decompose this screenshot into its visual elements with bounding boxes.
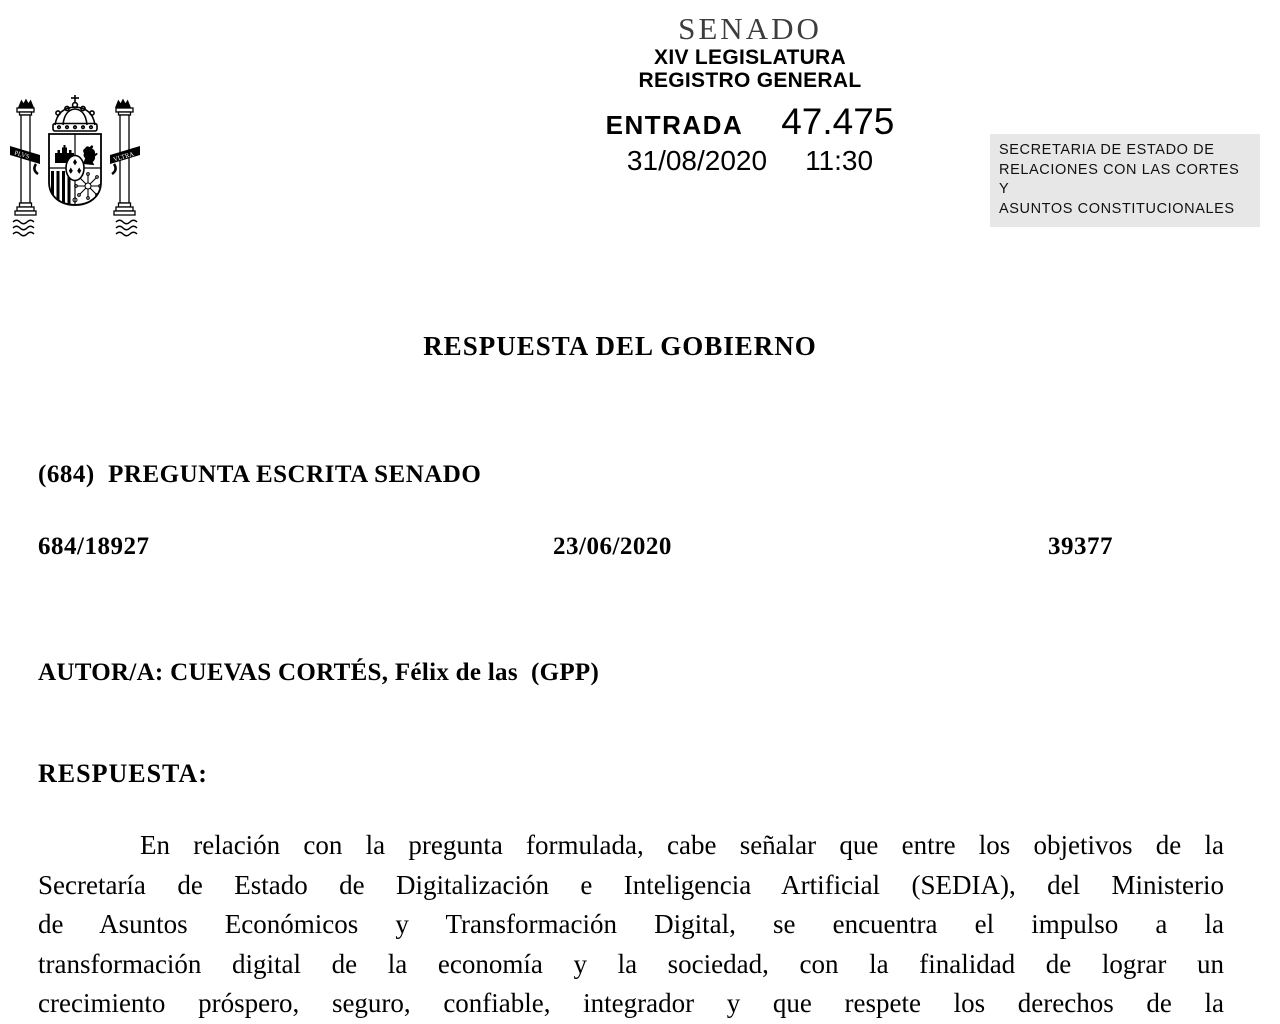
- question-date: 23/06/2020: [553, 533, 672, 560]
- body-line: transformación digital de la economía y la sociedad, con la finalidad de lograr un: [38, 948, 1224, 979]
- question-heading: (684) PREGUNTA ESCRITA SENADO: [38, 461, 482, 488]
- coat-of-arms: [8, 94, 142, 249]
- document-title: RESPUESTA DEL GOBIERNO: [423, 331, 817, 361]
- stamp-entry-row: [550, 101, 950, 143]
- stamp-entry-time: 11:30: [805, 145, 874, 176]
- author-line: AUTOR/A: CUEVAS CORTÉS, Félix de las (GPP): [38, 659, 600, 686]
- stamp-registry: REGISTRO GENERAL: [638, 69, 862, 92]
- department-line: SECRETARIA DE ESTADO DE: [999, 142, 1215, 158]
- registry-number: 39377: [1048, 533, 1113, 560]
- department-line: RELACIONES CON LAS CORTES Y: [999, 161, 1240, 197]
- response-body: [38, 826, 1224, 1024]
- stamp-entry-number: 47.475: [781, 101, 895, 142]
- motto-left-text: PLVS: [13, 149, 31, 161]
- body-line: En relación con la pregunta formulada, cabe señalar que entre los objetivos de la: [140, 830, 1224, 860]
- stamp-legislature: XIV LEGISLATURA: [654, 46, 846, 69]
- response-label: RESPUESTA:: [38, 759, 208, 788]
- stamp-entry-date: 31/08/2020: [626, 145, 768, 176]
- spain-coat-of-arms-icon: [8, 94, 142, 244]
- body-line: Secretaría de Estado de Digitalización e Inteligencia Artificial (SEDIA), del Ministerio: [38, 869, 1224, 900]
- stamp-org-name: SENADO: [678, 11, 822, 46]
- expedient-number: 684/18927: [38, 533, 150, 560]
- reference-line: [0, 533, 1280, 563]
- stamp-date-row: [550, 145, 950, 177]
- stamp-entry-label: ENTRADA: [605, 110, 744, 140]
- body-line: crecimiento próspero, seguro, confiable, integrador y que respete los derechos de la: [38, 988, 1224, 1018]
- senate-entry-stamp: [550, 12, 950, 177]
- motto-right-text: VLTRA: [112, 150, 135, 164]
- body-line: de Asuntos Económicos y Transformación Digital, se encuentra el impulso a la: [38, 909, 1224, 939]
- department-line: ASUNTOS CONSTITUCIONALES: [999, 200, 1235, 217]
- department-box: [990, 134, 1260, 227]
